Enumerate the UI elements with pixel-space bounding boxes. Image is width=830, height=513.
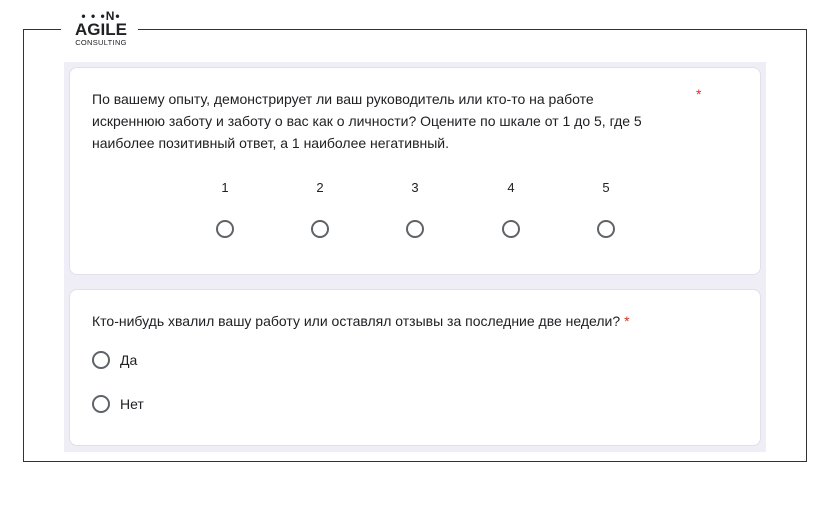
scale-label: 5 [602,180,610,195]
required-asterisk: * [624,313,630,329]
radio-button[interactable] [92,395,110,413]
radio-button[interactable] [92,351,110,369]
scale-label: 3 [411,180,419,195]
scale-label: 2 [316,180,324,195]
question-text [92,310,630,332]
scale-radio-5[interactable] [597,220,615,238]
option-label: Нет [120,396,144,412]
logo-dots: • • •N• [81,9,121,23]
question-label: Кто-нибудь хвалил вашу работу или оставлял отзывы за последние две недели? [92,313,621,329]
scale-radio-3[interactable] [406,220,424,238]
scale-radio-2[interactable] [311,220,329,238]
question-text: По вашему опыту, демонстрирует ли ваш руководитель или кто-то на работе искреннюю заботу и заботу о вас как о личности? Оцените по шкале от 1 до 5, где 5 наиболее позитивный ответ, а 1 наиболее негативный. [92,91,642,151]
option-yes[interactable] [92,351,137,369]
scale-label: 1 [221,180,229,195]
scale-radio-4[interactable] [502,220,520,238]
question-card-2 [69,289,761,446]
scale-label: 4 [507,180,515,195]
option-no[interactable] [92,395,144,413]
required-asterisk: * [696,86,702,102]
logo [66,10,136,48]
frame-top-line [138,29,807,30]
form-panel [64,62,766,452]
logo-subtitle: CONSULTING [75,38,127,47]
question-card-1 [69,67,761,275]
option-label: Да [120,352,138,368]
logo-name: AGILE [75,20,127,39]
frame-top-line [23,29,61,30]
scale-radio-1[interactable] [216,220,234,238]
